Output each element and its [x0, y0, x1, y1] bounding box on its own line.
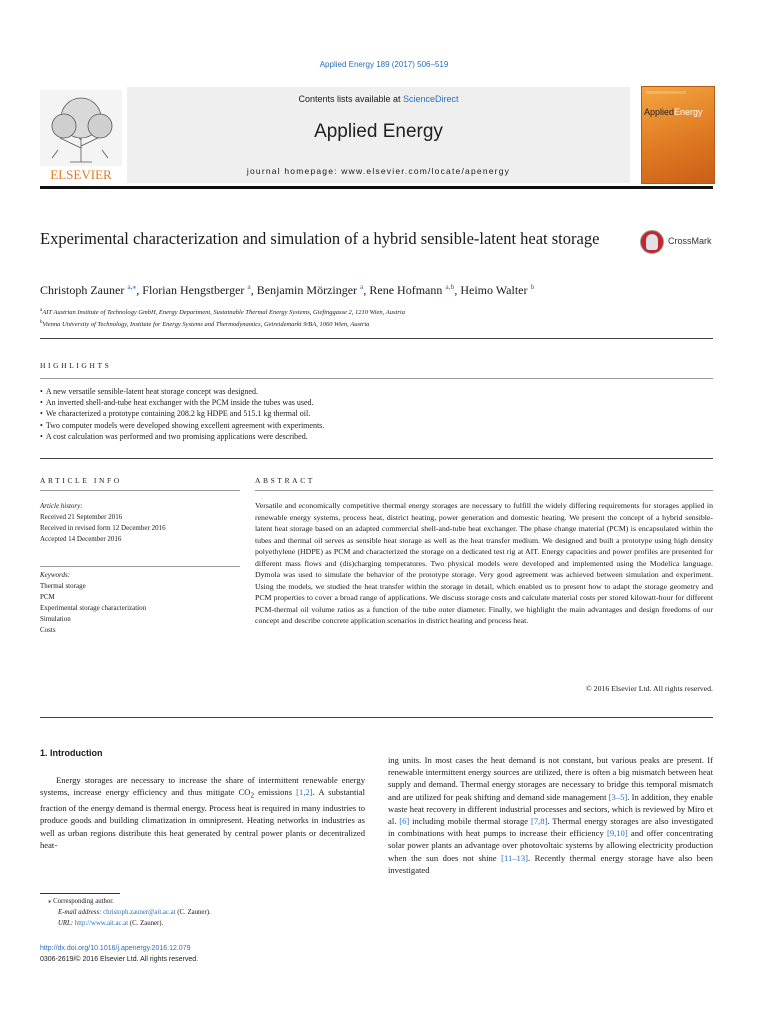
- abstract-text: Versatile and economically competitive thermal energy storages are necessary to fulfill the widely differing requirements for storages applied in renewable energy systems, process heat, district heating, power generation and domestic heating. We present the concept of a hybrid sensible-latent heat storage based on an adapted commercial shell-and-tube heat exchanger. The phase change material (PCM) is encapsulated within the tubes and thermal oil serves as sensible heat storage as well as the heat transfer medium. We designed and built a prototype using high density polyethylene (HDPE) as PCM and characterized the storage on a dedicated test rig at AIT. Energy capacities and power profiles are presented for different mass flows and (dis)charging temperatures. Two physical models were developed and implemented using the Modelica language. Dymola was used to simulate the behavior of the prototype storage. Very good agreement was achieved between simulation and experiment. Using the models, we studied the heat transfer within the storage in detail, which enabled us to present how to adapt the storage geometry and PCM properties to cover a broad range of applications. We discuss storage costs and calculate material costs per stored kilowatt-hour for different PCM-thermal oil volume ratios as a function of the tube outer diameter. Finally, we highlight the main advantages and design freedoms of our concept and describe concrete application scenarios in district heating and process heat.: [255, 501, 713, 625]
- author-name: Heimo Walter: [460, 283, 528, 297]
- reference-link[interactable]: [7,8]: [530, 816, 548, 827]
- author-affiliation-marker[interactable]: b: [530, 282, 535, 291]
- reference-link[interactable]: [11–13]: [501, 852, 528, 863]
- divider: [40, 338, 713, 339]
- divider: [40, 458, 713, 459]
- body-column-right: ing units. In most cases the heat demand is not constant, but various peaks are present. If renewable intermittent energy sources are utilized, there is often a big mismatch between heat supply and demand. Thermal energy storages are necessary to bridge this temporal mismatch and are utilized for peak shifting and demand side management [3–5]. In addition, they enable waste heat recovery in different industrial processes and sectors, which is reviewed by Miro et al. [6] including mobile thermal storage [7,8]. Thermal energy storages are also investigated in combinations with heat pumps to increase their efficiency [9,10] and offer concentrating solar power plants an advantage over photovoltaic systems by allowing electricity production when the sun does not shine [11–13]. Recently thermal energy storage have also been investigated: [388, 755, 713, 875]
- history-revised: Received in revised form 12 December 2016: [40, 524, 166, 532]
- keyword: Experimental storage characterization: [40, 604, 147, 612]
- author-affiliation-marker[interactable]: a: [247, 282, 251, 291]
- keywords-list: Keywords: Thermal storage PCM Experimental storage characterization Simulation Costs: [40, 570, 240, 636]
- issn-line: 0306-2619/© 2016 Elsevier Ltd. All rights reserved.: [40, 956, 199, 963]
- reference-link[interactable]: [3–5]: [608, 791, 628, 802]
- affiliations: [40, 306, 713, 330]
- header-rule: [40, 186, 713, 189]
- author-name: Benjamin Mörzinger: [256, 283, 358, 297]
- crossmark-icon: [640, 230, 664, 254]
- author-name: Christoph Zauner: [40, 283, 125, 297]
- highlight-item: • An inverted shell-and-tube heat exchanger with the PCM inside the tubes was used.: [40, 397, 713, 408]
- doi-block: [40, 943, 198, 965]
- section-heading-introduction: 1. Introduction: [40, 748, 103, 758]
- author-name: Rene Hofmann: [369, 283, 443, 297]
- keyword: Simulation: [40, 615, 71, 623]
- article-title: Experimental characterization and simulation of a hybrid sensible-latent heat storage: [40, 229, 600, 248]
- author-affiliation-marker[interactable]: a,b: [445, 282, 455, 291]
- reference-link[interactable]: [9,10]: [606, 828, 628, 839]
- reference-link[interactable]: [1,2]: [296, 787, 313, 798]
- keyword: Thermal storage: [40, 582, 86, 590]
- divider: [40, 566, 240, 567]
- journal-citation-link[interactable]: Applied Energy 189 (2017) 506–519: [319, 60, 449, 69]
- body-column-left: Energy storages are necessary to increase the share of intermittent renewable energy systems, increase energy efficiency and thus mitigate $CO_2$ emissions [1,2]. A substantial fraction of the energy demand is thermal energy. Process heat is required in many industries to produce goods and building climatization in omnipresent. Heating networks in industries as well as urban regions distribute this heat generated by central power plants or decentralized heat-: [40, 775, 365, 850]
- highlights-list: [40, 386, 713, 442]
- footnote-divider: [40, 893, 120, 894]
- abstract-copyright: © 2016 Elsevier Ltd. All rights reserved.: [585, 684, 713, 693]
- journal-homepage[interactable]: journal homepage: www.elsevier.com/locate/apenergy: [246, 166, 511, 176]
- author-email-link[interactable]: christoph.zauner@ait.ac.at: [103, 909, 176, 916]
- highlights-heading: HIGHLIGHTS: [40, 361, 112, 370]
- affiliation: $^a$AIT Austrian Institute of Technology GmbH, Energy Department, Sustainable Thermal Energy Systems, Giefinggasse 2, 1210 Wien, Austria: [40, 308, 405, 317]
- divider: [40, 490, 240, 491]
- highlight-item: • We characterized a prototype containing 208.2 kg HDPE and 515.1 kg thermal oil.: [40, 408, 713, 419]
- reference-link[interactable]: [6]: [399, 816, 410, 827]
- elsevier-logo: [40, 90, 122, 182]
- article-history: Article history: Received 21 September 2016 Received in revised form 12 December 2016 Accepted 14 December 2016: [40, 501, 240, 545]
- highlight-item: • A cost calculation was performed and two promising applications were described.: [40, 431, 713, 442]
- divider: [40, 717, 713, 718]
- divider: [40, 378, 713, 379]
- journal-cover-image: AppliedEnergy: [641, 86, 715, 184]
- article-info-heading: ARTICLE INFO: [40, 476, 122, 485]
- keyword: Costs: [40, 626, 56, 634]
- keyword: PCM: [40, 593, 55, 601]
- corresponding-author-footnote: ⁎ Corresponding author. E-mail address: christoph.zauner@ait.ac.at (C. Zauner). URL: http://www.ait.ac.at (C. Zauner).: [48, 898, 211, 927]
- abstract-heading: ABSTRACT: [255, 476, 315, 485]
- author-url-link[interactable]: http://www.ait.ac.at: [74, 920, 129, 927]
- doi-link[interactable]: http://dx.doi.org/10.1016/j.apenergy.2016.12.079: [40, 945, 191, 952]
- journal-title: Applied Energy: [314, 121, 443, 142]
- highlight-item: • Two computer models were developed showing excellent agreement with experiments.: [40, 420, 713, 431]
- divider: [255, 490, 713, 491]
- affiliation: $^b$Vienna University of Technology, Institute for Energy Systems and Thermodynamics, Getreidemarkt 9/BA, 1060 Wien, Austria: [40, 320, 370, 329]
- highlight-item: • A new versatile sensible-latent heat storage concept was designed.: [40, 386, 713, 397]
- history-accepted: Accepted 14 December 2016: [40, 535, 122, 543]
- author-list: Christoph Zauner $^{a,⁎}$, Florian Hengstberger $^a$, Benjamin Mörzinger $^a$, Rene Hofmann $^{a,b}$, Heimo Walter $^b$: [40, 282, 535, 297]
- author-affiliation-marker[interactable]: a,⁎: [127, 282, 137, 291]
- history-received: Received 21 September 2016: [40, 513, 123, 521]
- sciencedirect-link[interactable]: ScienceDirect: [403, 94, 459, 104]
- crossmark-badge[interactable]: CrossMark: [640, 230, 716, 256]
- author-affiliation-marker[interactable]: a: [360, 282, 364, 291]
- author-name: Florian Hengstberger: [142, 283, 245, 297]
- contents-line: Contents lists available at ScienceDirect: [298, 94, 459, 104]
- elsevier-wordmark: ELSEVIER: [50, 167, 112, 182]
